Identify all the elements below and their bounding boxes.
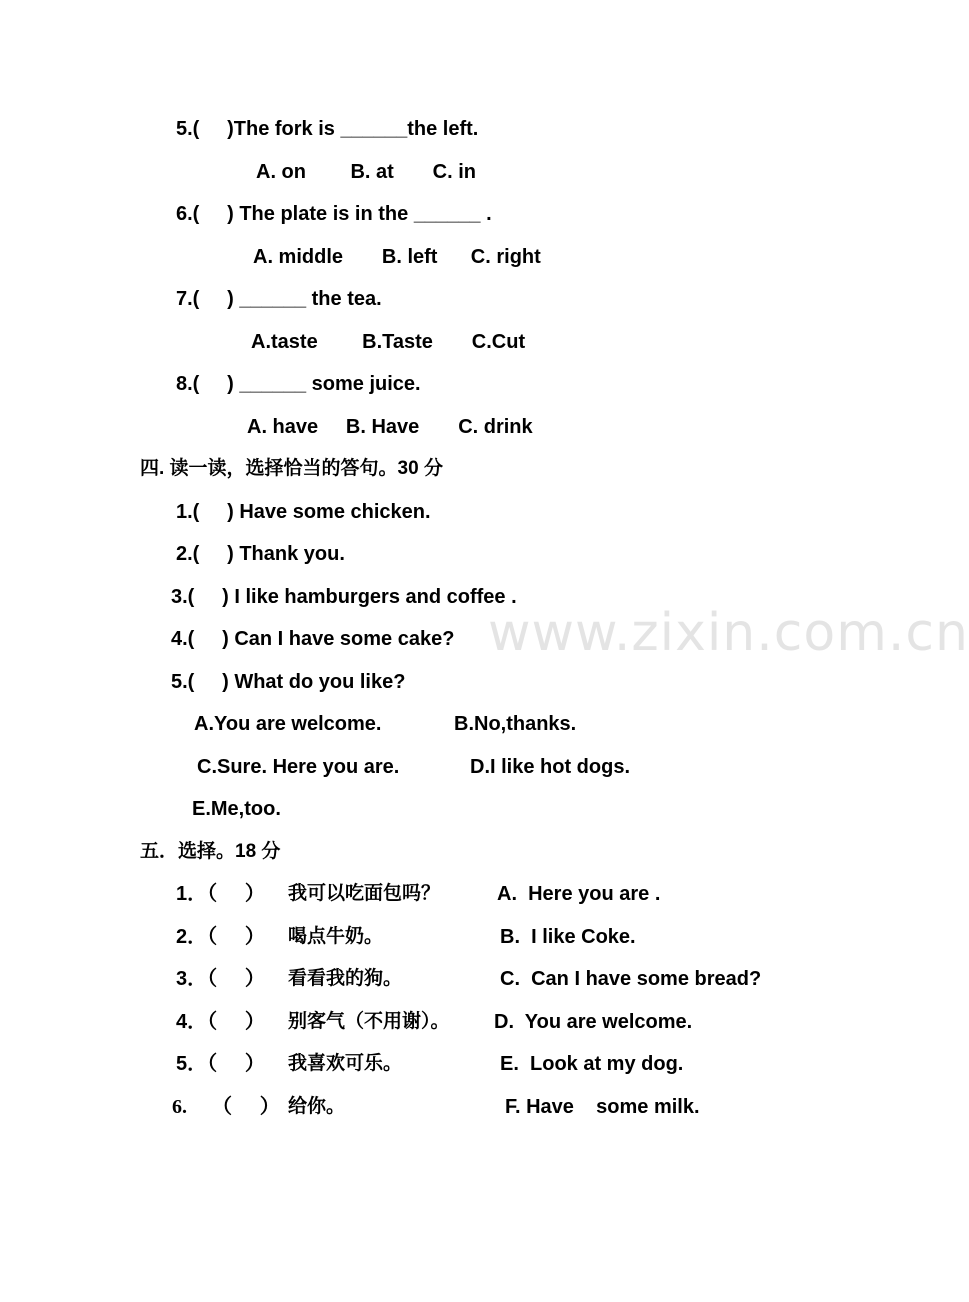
section-5-row-3-chinese: 看看我的狗。 bbox=[288, 968, 403, 989]
section-5-row-4-number: 4．（ ） bbox=[176, 1011, 265, 1033]
question-5-stem: 5.( )The fork is ______the left. bbox=[176, 118, 479, 140]
section-5-row-2-english: B. I like Coke. bbox=[500, 926, 636, 948]
section-5-row-6-number: 6. bbox=[172, 1096, 187, 1118]
section-5-row-1-number: 1．（ ） bbox=[176, 883, 265, 905]
section-5-row-2-number: 2．（ ） bbox=[176, 926, 265, 948]
section-5-row-4-english: D. You are welcome. bbox=[494, 1011, 693, 1033]
answer-option-e: E.Me,too. bbox=[192, 798, 281, 820]
section-5-row-4-chinese: 别客气（不用谢）。 bbox=[288, 1011, 450, 1032]
section-5-row-5-chinese: 我喜欢可乐。 bbox=[288, 1053, 403, 1074]
section-4-item-3: 3.( ) I like hamburgers and coffee . bbox=[171, 586, 517, 608]
section-4-item-5: 5.( ) What do you like? bbox=[171, 671, 406, 693]
watermark-text: www.zixin.com.cn bbox=[488, 603, 969, 663]
section-5-row-5-number: 5．（ ） bbox=[176, 1053, 265, 1075]
section-5-row-3-number: 3．（ ） bbox=[176, 968, 265, 990]
question-6-stem: 6.( ) The plate is in the ______ . bbox=[176, 203, 492, 225]
question-7-options: A.taste B.Taste C.Cut bbox=[251, 331, 526, 353]
section-4-item-2: 2.( ) Thank you. bbox=[176, 543, 345, 565]
answer-option-d: D.I like hot dogs. bbox=[470, 756, 631, 778]
question-8-options: A. have B. Have C. drink bbox=[247, 416, 533, 438]
section-5-row-1-english: A. Here you are . bbox=[497, 883, 661, 905]
section-5-row-5-english: E. Look at my dog. bbox=[500, 1053, 684, 1075]
section-5-row-6-paren: （ ） bbox=[212, 1096, 280, 1118]
section-4-title: 四. 读一读，选择恰当的答句。30 分 bbox=[140, 458, 443, 479]
question-8-stem: 8.( ) ______ some juice. bbox=[176, 373, 421, 395]
section-4-item-1: 1.( ) Have some chicken. bbox=[176, 501, 431, 523]
section-4-item-4: 4.( ) Can I have some cake? bbox=[171, 628, 455, 650]
section-5-row-3-english: C. Can I have some bread? bbox=[500, 968, 762, 990]
question-6-options: A. middle B. left C. right bbox=[253, 246, 541, 268]
answer-option-a: A.You are welcome. bbox=[194, 713, 382, 735]
section-5-row-2-chinese: 喝点牛奶。 bbox=[288, 926, 384, 947]
question-7-stem: 7.( ) ______ the tea. bbox=[176, 288, 382, 310]
section-5-title: 五．选择。18 分 bbox=[140, 841, 281, 862]
answer-option-c: C.Sure. Here you are. bbox=[197, 756, 400, 778]
section-5-row-6-chinese: 给你。 bbox=[288, 1096, 346, 1117]
question-5-options: A. on B. at C. in bbox=[256, 161, 477, 183]
section-5-row-6-english: F. Have some milk. bbox=[505, 1096, 700, 1118]
answer-option-b: B.No,thanks. bbox=[454, 713, 577, 735]
section-5-row-1-chinese: 我可以吃面包吗？ bbox=[288, 883, 441, 904]
